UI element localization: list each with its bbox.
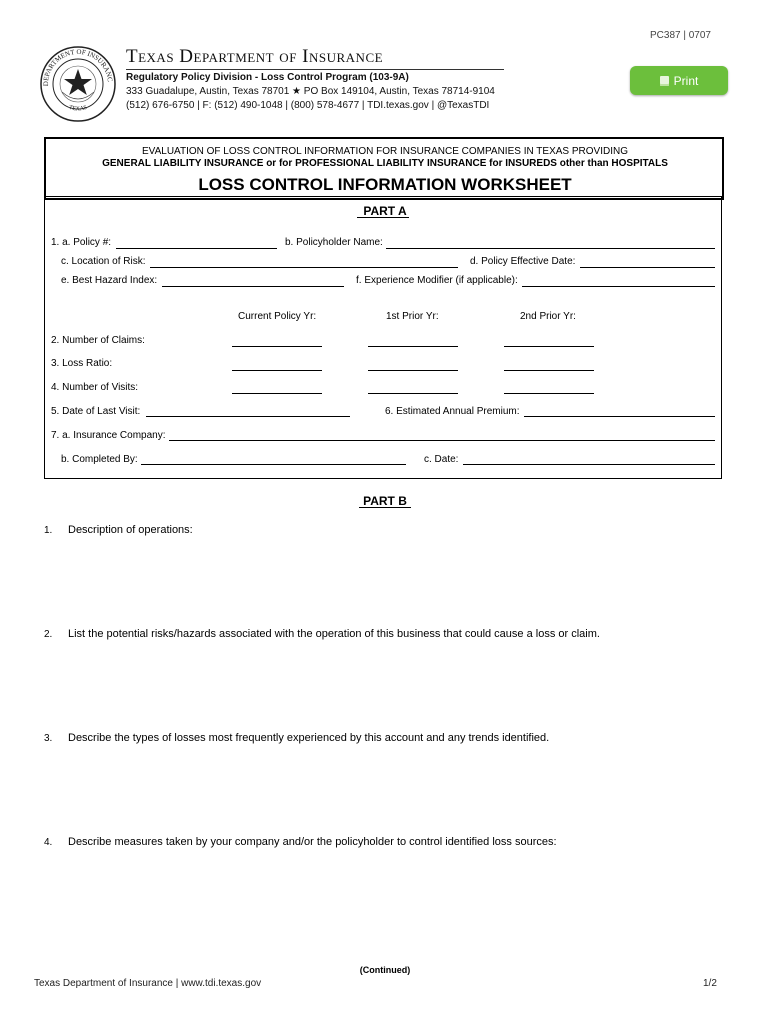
claims-prior2-field[interactable] [504,335,594,347]
visits-label: 4. Number of Visits: [51,382,139,393]
claims-prior1-field[interactable] [368,335,458,347]
premium-label: 6. Estimated Annual Premium: [385,406,520,417]
footer-agency: Texas Department of Insurance | www.tdi.texas.gov [34,978,262,989]
visits-prior1-field[interactable] [368,382,458,394]
date-label: c. Date: [424,454,459,465]
division-line: Regulatory Policy Division - Loss Control Program (103-9A) [126,72,409,83]
last-visit-label: 5. Date of Last Visit: [51,406,141,417]
insurance-company-label: 7. a. Insurance Company: [51,430,166,441]
svg-text:TEXAS: TEXAS [67,104,89,113]
completed-by-field[interactable] [141,453,406,465]
question-1-text: Description of operations: [68,524,193,536]
question-4-answer-area[interactable] [68,854,715,954]
col-prior-year-1: 1st Prior Yr: [386,311,439,322]
question-4-number: 4. [44,837,53,848]
insurance-company-field[interactable] [169,429,715,441]
hazard-index-label: e. Best Hazard Index: [61,275,158,286]
contact-line: (512) 676-6750 | F: (512) 490-1048 | (800) 578-4677 | TDI.texas.gov | @TexasTDI [126,100,490,111]
evaluation-heading: EVALUATION OF LOSS CONTROL INFORMATION FOR INSURANCE COMPANIES IN TEXAS PROVIDING [142,146,628,157]
question-4-text: Describe measures taken by your company and/or the policyholder to control identified loss sources: [68,836,557,848]
document-id: PC387 | 0707 [650,30,711,41]
loss-ratio-prior2-field[interactable] [504,359,594,371]
page-number: 1/2 [703,978,717,989]
experience-mod-label: f. Experience Modifier (if applicable): [356,275,518,286]
printer-icon [660,76,669,86]
last-visit-field[interactable] [146,405,350,417]
agency-name: Texas Department of Insurance [126,46,384,67]
continued-note: (Continued) [359,965,411,975]
effective-date-field[interactable] [580,256,715,268]
tdi-seal-logo [38,44,118,129]
print-button[interactable] [630,66,728,95]
col-current-year: Current Policy Yr: [238,311,317,322]
svg-text:DEPARTMENT OF INSURANCE: DEPARTMENT OF INSURANC [41,47,114,87]
question-2-number: 2. [44,629,53,640]
loss-ratio-current-field[interactable] [232,359,322,371]
completed-by-label: b. Completed By: [61,454,138,465]
location-label: c. Location of Risk: [61,256,146,267]
part-b-underline [359,507,411,508]
claims-current-field[interactable] [232,335,322,347]
col-prior-year-2: 2nd Prior Yr: [520,311,576,322]
visits-current-field[interactable] [232,382,322,394]
part-b-heading: PART B [363,494,407,508]
question-2-answer-area[interactable] [68,646,715,726]
question-3-answer-area[interactable] [68,750,715,830]
premium-field[interactable] [524,405,715,417]
visits-prior2-field[interactable] [504,382,594,394]
experience-mod-field[interactable] [522,275,715,287]
question-3-number: 3. [44,733,53,744]
date-field[interactable] [463,453,715,465]
question-2-text: List the potential risks/hazards associated with the operation of this business that could cause a loss or claim. [68,628,600,640]
header-divider [126,69,504,70]
worksheet-title: LOSS CONTROL INFORMATION WORKSHEET [198,175,572,194]
claims-label: 2. Number of Claims: [51,335,145,346]
hazard-index-field[interactable] [162,275,344,287]
policyholder-field[interactable] [386,237,715,249]
loss-ratio-prior1-field[interactable] [368,359,458,371]
policy-number-label: 1. a. Policy #: [51,237,112,248]
question-1-number: 1. [44,525,53,536]
policy-number-field[interactable] [116,237,277,249]
coverage-subheading: GENERAL LIABILITY INSURANCE or for PROFESSIONAL LIABILITY INSURANCE for INSUREDS other than HOSPITALS [102,158,668,169]
location-field[interactable] [150,256,458,268]
address-line: 333 Guadalupe, Austin, Texas 78701 ★ PO Box 149104, Austin, Texas 78714-9104 [126,86,495,97]
policyholder-label: b. Policyholder Name: [285,237,383,248]
loss-ratio-label: 3. Loss Ratio: [51,358,113,369]
question-3-text: Describe the types of losses most frequently experienced by this account and any trends identified. [68,732,550,744]
effective-date-label: d. Policy Effective Date: [470,256,576,267]
part-a-underline [357,217,409,218]
question-1-answer-area[interactable] [68,542,715,622]
part-a-heading: PART A [363,204,407,218]
print-button-label: Print [673,73,699,88]
